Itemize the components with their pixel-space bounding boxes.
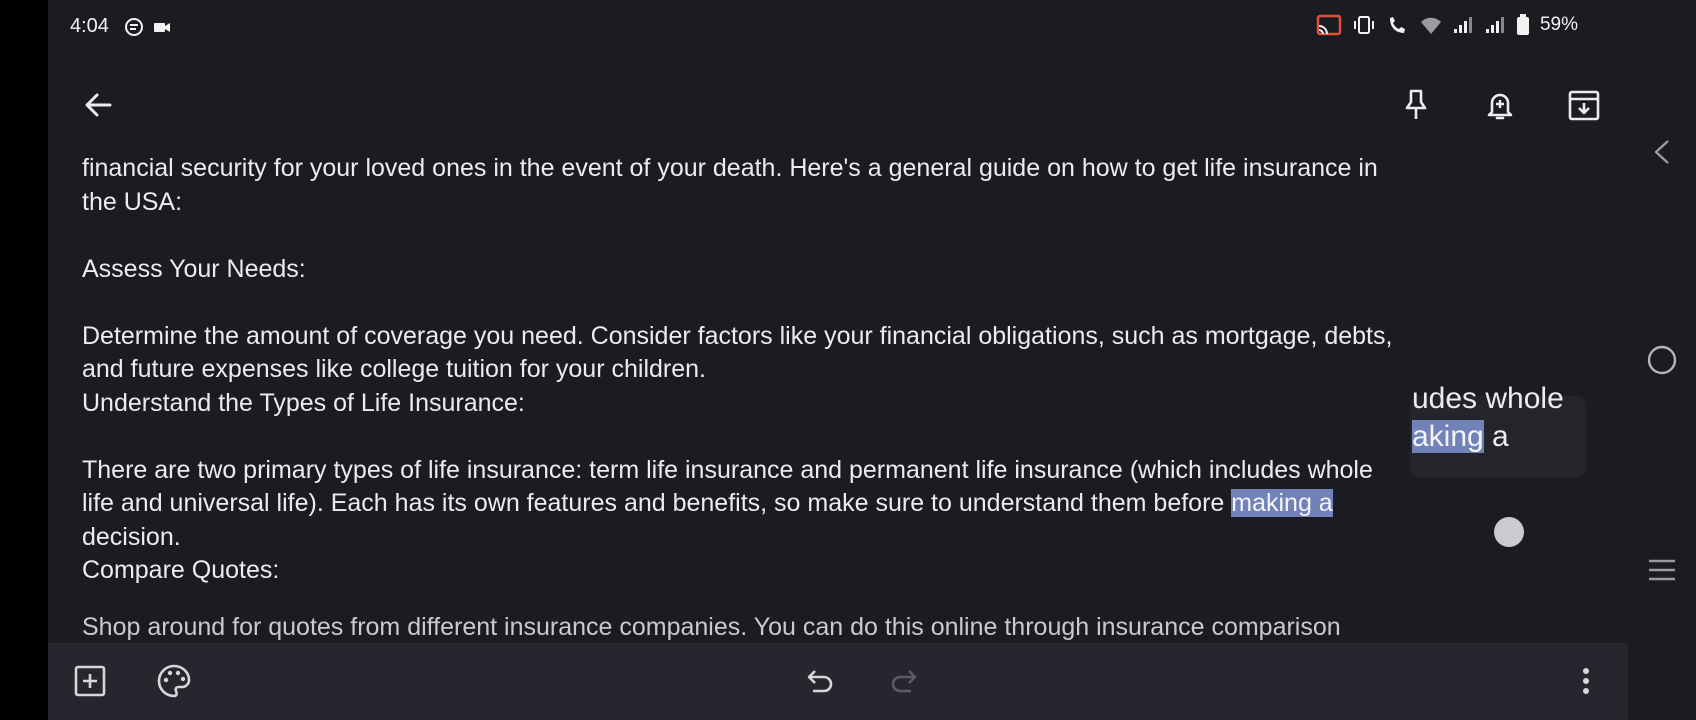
- magnifier-text: [1412, 420, 1509, 454]
- wifi-calling-icon: [1386, 14, 1410, 36]
- status-notifications: [124, 17, 172, 37]
- undo-icon: [804, 665, 836, 697]
- palette-icon: [156, 663, 192, 699]
- back-arrow-icon: [82, 89, 114, 121]
- archive-icon: [1567, 88, 1601, 122]
- nav-recents-button[interactable]: [1638, 546, 1686, 594]
- clipped-text-top: [82, 142, 1582, 152]
- note-line-blank: [82, 420, 1642, 454]
- note-line: and future expenses like college tuition for your children.: [82, 355, 706, 383]
- note-line: Determine the amount of coverage you need. Consider factors like your financial obligations, such as mortgage, debts,: [82, 321, 1393, 350]
- clipped-text-bottom: [82, 613, 1602, 641]
- wifi-icon: [1420, 15, 1442, 35]
- video-camera-icon: [152, 17, 172, 37]
- redo-icon: [888, 665, 920, 697]
- note-body[interactable]: [48, 152, 1628, 642]
- status-bar: [48, 0, 1628, 54]
- more-vert-icon: [1581, 665, 1591, 697]
- nav-recents-icon: [1646, 556, 1678, 584]
- note-toolbar: [48, 70, 1628, 140]
- note-line-with-selection: [82, 487, 1642, 521]
- note-heading: Understand the Types of Life Insurance:: [82, 388, 525, 417]
- note-heading: Compare Quotes:: [82, 556, 280, 584]
- nav-home-button[interactable]: [1638, 336, 1686, 384]
- note-heading: Assess Your Needs:: [82, 254, 306, 283]
- cast-icon: [1316, 14, 1342, 36]
- note-line-text: life and universal life). Each has its own features and benefits, so make sure to understand them before: [82, 489, 1232, 517]
- selection-magnifier: [1410, 382, 1586, 478]
- background-options-button[interactable]: [150, 657, 198, 705]
- note-line: decision.: [82, 522, 181, 551]
- add-content-button[interactable]: [66, 657, 114, 705]
- signal-icon-2: [1484, 15, 1506, 35]
- nav-back-button[interactable]: [1638, 128, 1686, 176]
- clipped-line: Shop around for quotes from different insurance companies. You can do this online through insurance comparison: [82, 613, 1341, 641]
- add-box-icon: [73, 664, 107, 698]
- note-line: financial security for your loved ones in the event of your death. Here's a general guide on how to get life insurance in: [82, 154, 1378, 182]
- nav-back-icon: [1650, 137, 1674, 167]
- note-line: There are two primary types of life insurance: term life insurance and permanent life insurance (which includes whole: [82, 455, 1373, 484]
- back-button[interactable]: [74, 81, 122, 129]
- undo-button[interactable]: [796, 657, 844, 705]
- left-edge: [0, 0, 48, 720]
- magnifier-top-text: udes whole: [1412, 382, 1564, 415]
- signal-icon: [1452, 15, 1474, 35]
- battery-icon: [1516, 14, 1530, 36]
- chat-notification-icon: [124, 17, 144, 37]
- editor-bottom-bar: [48, 643, 1628, 720]
- add-reminder-icon: [1484, 88, 1516, 122]
- magnifier-selected: aking: [1412, 420, 1484, 453]
- nav-home-icon: [1646, 344, 1678, 376]
- selected-text[interactable]: making a: [1231, 489, 1333, 517]
- selection-handle[interactable]: [1494, 517, 1524, 547]
- magnifier-after: a: [1483, 420, 1509, 453]
- note-line-blank: [82, 219, 1642, 253]
- battery-percent: 59%: [1539, 14, 1578, 35]
- status-indicators: [1316, 14, 1578, 36]
- pin-button[interactable]: [1392, 81, 1440, 129]
- reminder-button[interactable]: [1476, 81, 1524, 129]
- status-time: 4:04: [70, 15, 109, 37]
- note-line: the USA:: [82, 187, 183, 216]
- redo-button[interactable]: [880, 657, 928, 705]
- note-line-blank: [82, 286, 1642, 320]
- archive-button[interactable]: [1560, 81, 1608, 129]
- pin-icon: [1401, 88, 1431, 122]
- navigation-rail: [1628, 0, 1696, 720]
- vibrate-icon: [1352, 14, 1376, 36]
- more-options-button[interactable]: [1562, 657, 1610, 705]
